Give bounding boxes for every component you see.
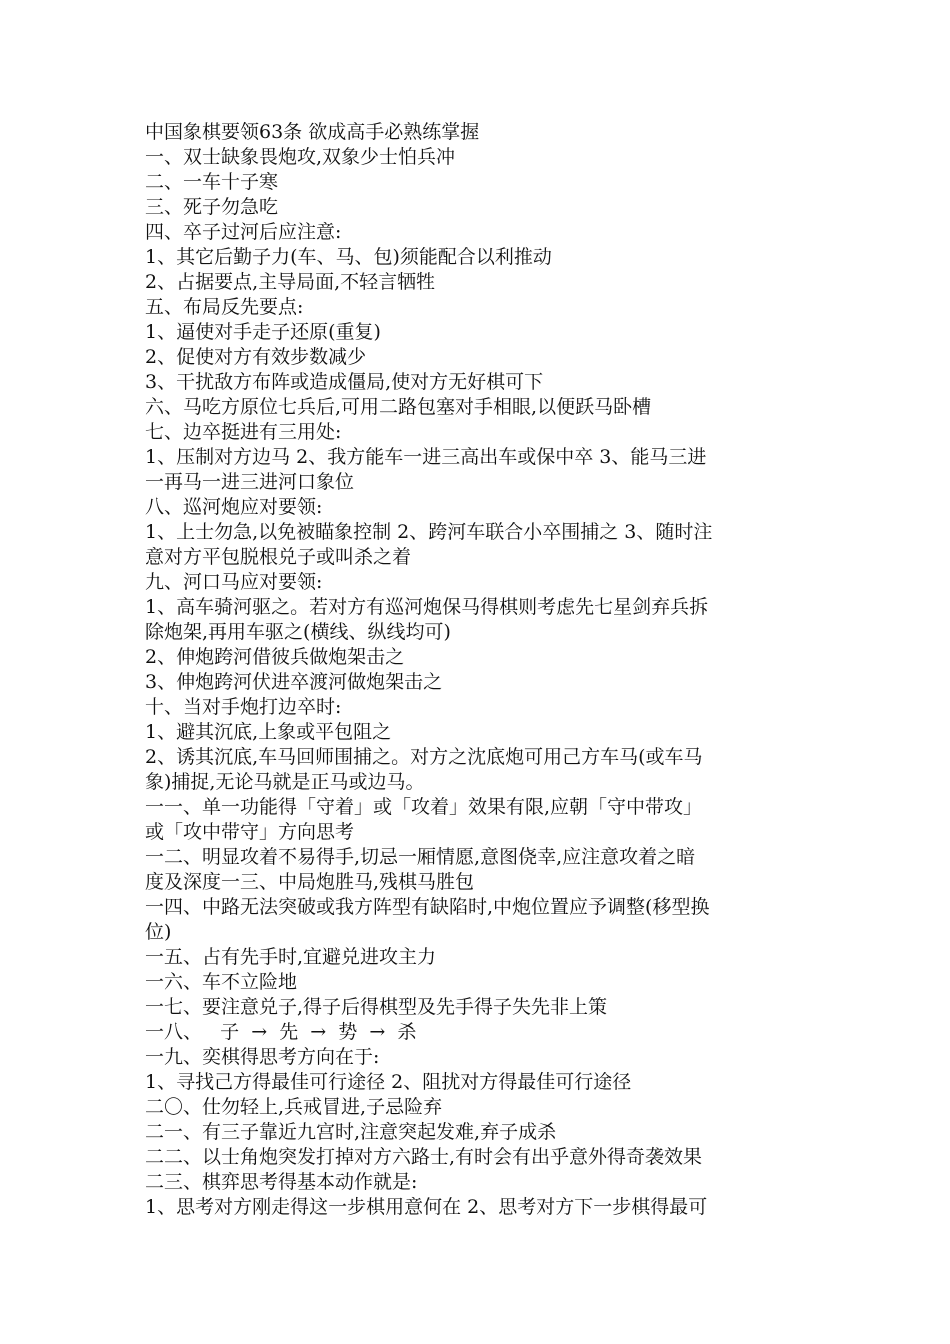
text-line: 1、高车骑河驱之。若对方有巡河炮保马得棋则考虑先七星剑弃兵拆: [145, 596, 709, 618]
text-line: 六、马吃方原位七兵后,可用二路包塞对手相眼,以便跃马卧槽: [145, 396, 652, 418]
text-line: 一二、明显攻着不易得手,切忌一厢情愿,意图侥幸,应注意攻着之暗: [145, 846, 696, 868]
text-line: 七、边卒挺进有三用处:: [145, 421, 342, 443]
text-line: 一再马一进三进河口象位: [145, 471, 355, 493]
text-line: 三、死子勿急吃: [145, 196, 279, 218]
text-line: 二二、以士角炮突发打掉对方六路士,有时会有出乎意外得奇袭效果: [145, 1146, 703, 1168]
text-line: 除炮架,再用车驱之(横线、纵线均可): [145, 621, 451, 643]
text-line: 九、河口马应对要领:: [145, 571, 323, 593]
text-line: 一四、中路无法突破或我方阵型有缺陷时,中炮位置应予调整(移型换: [145, 896, 710, 918]
text-line: 四、卒子过河后应注意:: [145, 221, 342, 243]
text-line: 3、干扰敌方布阵或造成僵局,使对方无好棋可下: [145, 371, 544, 393]
text-line: 3、伸炮跨河伏进卒渡河做炮架击之: [145, 671, 443, 693]
text-line: 十、当对手炮打边卒时:: [145, 696, 342, 718]
text-line: 1、上士勿急,以免被瞄象控制 2、跨河车联合小卒围捕之 3、随时注: [145, 521, 713, 543]
document-body: [145, 120, 805, 1220]
text-line: 1、逼使对手走子还原(重复): [145, 321, 381, 343]
text-line: 二、一车十子寒: [145, 171, 279, 193]
document-title: 中国象棋要领63条 欲成高手必熟练掌握: [145, 121, 480, 143]
text-line: 一九、奕棋得思考方向在于:: [145, 1046, 380, 1068]
text-line: 二〇、仕勿轻上,兵戒冒进,子忌险弃: [145, 1096, 443, 1118]
text-line: 一六、车不立险地: [145, 971, 298, 993]
text-line: 1、避其沉底,上象或平包阻之: [145, 721, 392, 743]
text-line: 1、寻找己方得最佳可行途径 2、阻扰对方得最佳可行途径: [145, 1071, 632, 1093]
text-line: 度及深度一三、中局炮胜马,残棋马胜包: [145, 871, 475, 893]
text-line: 一七、要注意兑子,得子后得棋型及先手得子失先非上策: [145, 996, 608, 1018]
text-line: 位): [145, 921, 172, 943]
text-line: 1、思考对方刚走得这一步棋用意何在 2、思考对方下一步棋得最可: [145, 1196, 708, 1218]
text-line: 2、占据要点,主导局面,不轻言牺牲: [145, 271, 436, 293]
text-line: 八、巡河炮应对要领:: [145, 496, 323, 518]
text-line: 1、压制对方边马 2、我方能车一进三高出车或保中卒 3、能马三进: [145, 446, 707, 468]
text-line: 二三、棋弈思考得基本动作就是:: [145, 1171, 418, 1193]
text-line: 五、布局反先要点:: [145, 296, 304, 318]
text-line: 一、双士缺象畏炮攻,双象少士怕兵冲: [145, 146, 456, 168]
text-line: 2、诱其沉底,车马回师围捕之。对方之沈底炮可用己方车马(或车马: [145, 746, 703, 768]
text-line: 一一、单一功能得「守着」或「攻着」效果有限,应朝「守中带攻」: [145, 796, 703, 818]
text-line: 2、伸炮跨河借彼兵做炮架击之: [145, 646, 405, 668]
text-line: 2、促使对方有效步数减少: [145, 346, 367, 368]
text-line: 二一、有三子靠近九宫时,注意突起发难,弃子成杀: [145, 1121, 557, 1143]
text-line: 一五、占有先手时,宜避兑进攻主力: [145, 946, 437, 968]
text-line: 象)捕捉,无论马就是正马或边马。: [145, 771, 425, 793]
text-line: 1、其它后勤子力(车、马、包)须能配合以利推动: [145, 246, 552, 268]
text-line: 一八、 子 → 先 → 势 → 杀: [145, 1021, 417, 1043]
text-line: 或「攻中带守」方向思考: [145, 821, 355, 843]
text-line: 意对方平包脱根兑子或叫杀之着: [145, 546, 412, 568]
